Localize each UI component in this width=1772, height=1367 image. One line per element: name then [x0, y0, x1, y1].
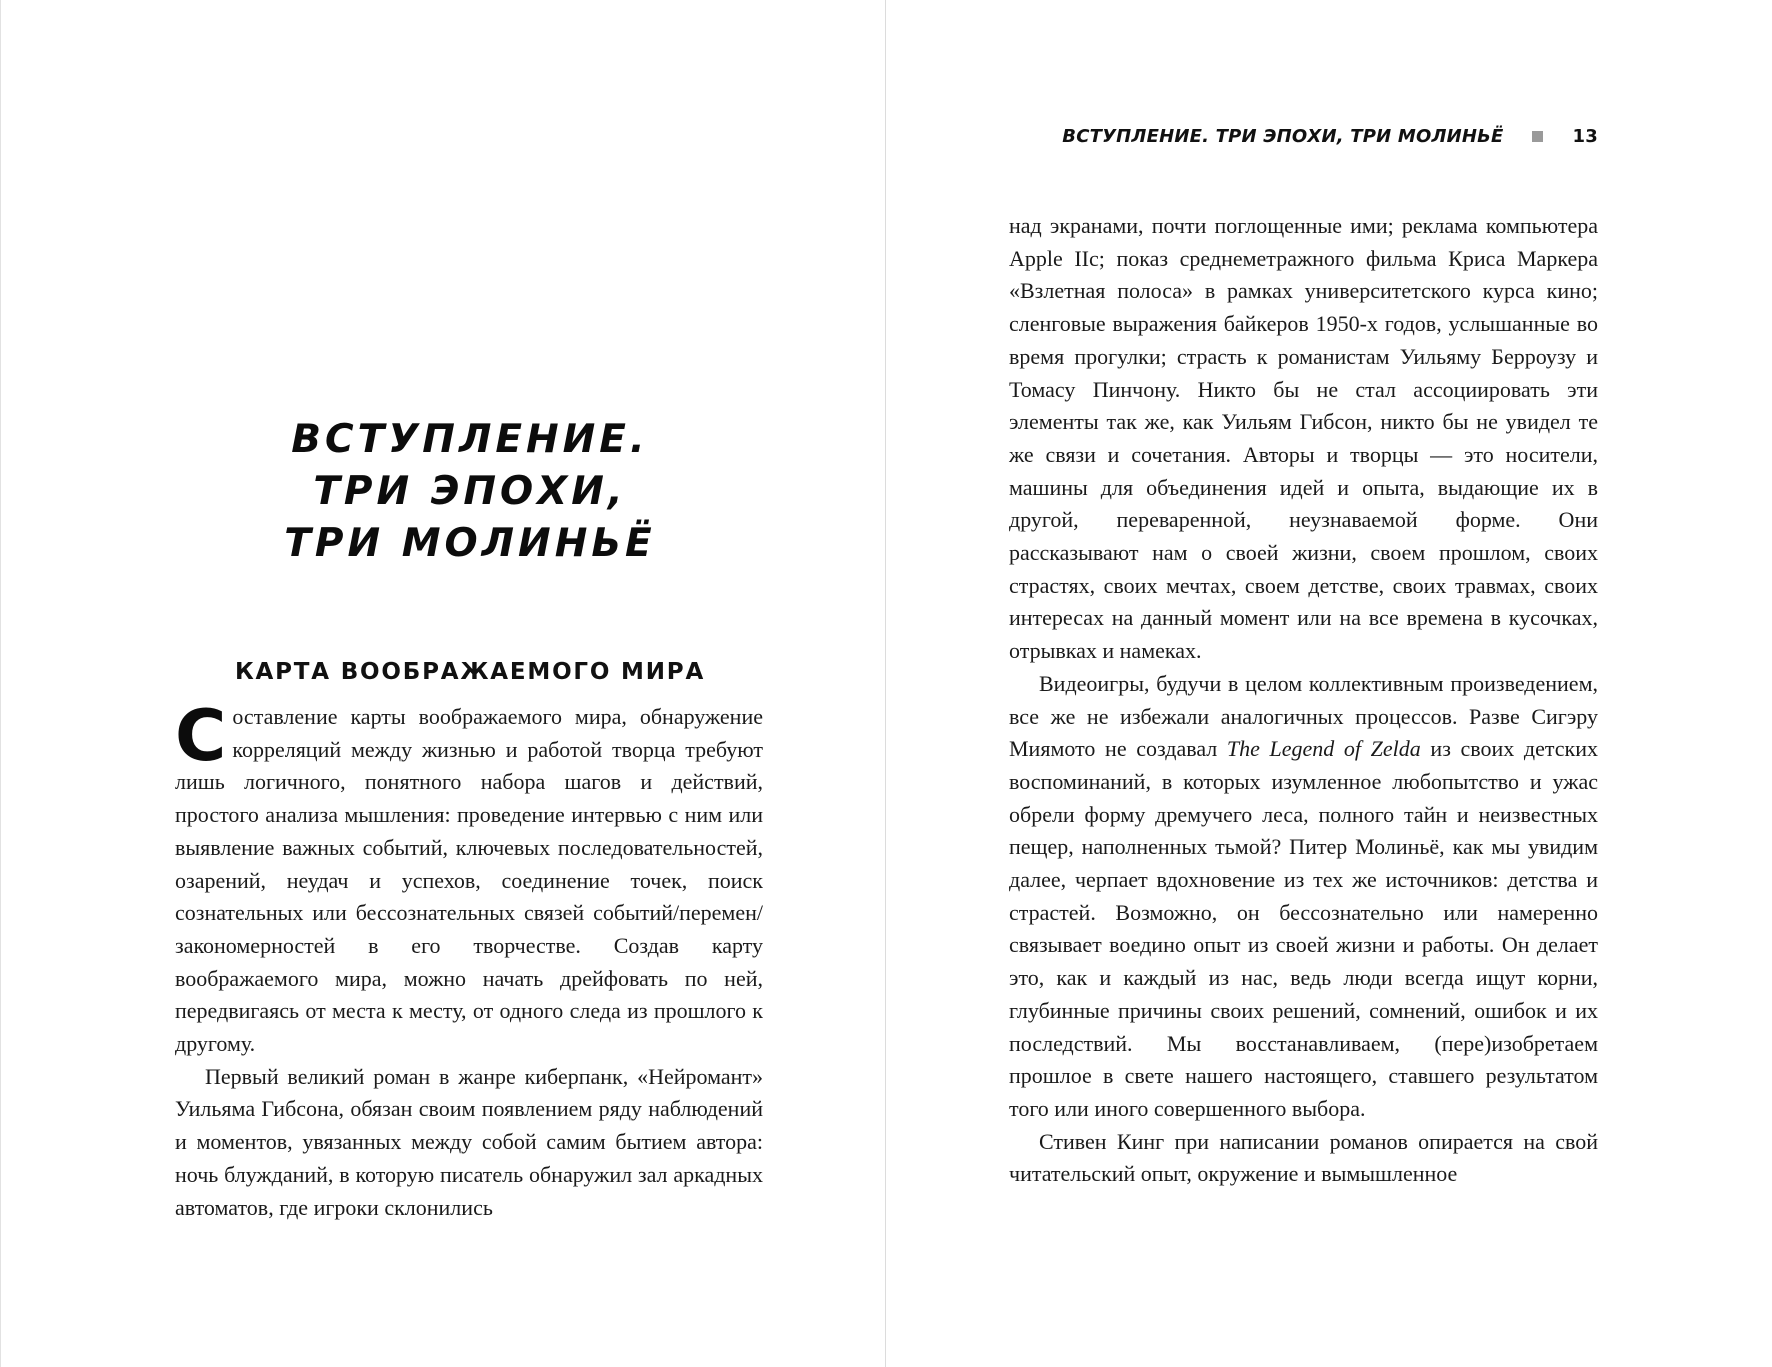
section-heading: КАРТА ВООБРАЖАЕМОГО МИРА — [234, 659, 706, 685]
chapter-title-line-1: ВСТУПЛЕНИЕ. — [291, 417, 649, 462]
running-header — [1062, 126, 1598, 147]
paragraph-1-text: оставление карты воображаемого мира, обнаружение корреляций между жизнью и работой творца требуют лишь логичного, понятного набора шагов и действий, простого анализа мышления: проведение интервью с ним или выявление важных событий, ключевых последовательностей, озарений, неудач и успехов, соединение точек, поиск сознательных или бессознательных связей событий/перемен/закономерностей в его творчестве. Создав карту воображаемого мира, можно начать дрейфовать по ней, передвигаясь от места к месту, от одного следа из прошлого к другому. — [175, 704, 763, 1057]
left-page-body — [175, 695, 763, 1224]
left-page — [0, 0, 885, 1367]
right-page-body — [1009, 210, 1598, 1191]
paragraph-1 — [175, 695, 763, 1061]
paragraph-continued: над экранами, почти поглощенные ими; реклама компьютера Apple IIc; показ среднеметражного фильма Криса Маркера «Взлетная полоса» в рамках университетского курса кино; сленговые выражения байкеров 1950-х годов, услышанные во время прогулки; страсть к романистам Уильяму Берроузу и Томасу Пинчону. Никто бы не стал ассоциировать эти элементы так же, как Уильям Гибсон, никто бы не увидел те же связи и сочетания. Авторы и творцы — это носители, машины для объединения идей и опыта, выдающие их в другой, переваренной, неузнаваемой форме. Они рассказывают нам о своей жизни, своем прошлом, своих страстях, своих мечтах, своем детстве, своих травмах, своих интересах на данный момент или на все времена в кусочках, отрывках и намеках. — [1009, 213, 1598, 664]
paragraph-stephen-king: Стивен Кинг при написании романов опирается на свой читательский опыт, окружение и вымышленное — [1009, 1128, 1598, 1187]
chapter-title-line-2: ТРИ ЭПОХИ, — [313, 469, 627, 514]
game-title-italic: The Legend of Zelda — [1226, 736, 1421, 762]
square-separator-icon — [1532, 131, 1543, 142]
paragraph-videogames-start: Видеоигры, будучи в целом коллективным произведением, все же не избежали аналогичных процессов. Разве Сигэру Миямото не создавал — [1009, 670, 1598, 762]
drop-cap: С — [175, 695, 227, 777]
chapter-title-line-3: ТРИ МОЛИНЬЁ — [284, 521, 656, 566]
paragraph-videogames — [1009, 668, 1598, 1126]
paragraph-2: Первый великий роман в жанре киберпанк, «Нейромант» Уильяма Гибсона, обязан своим появлением ряду наблюдений и моментов, увязанных между собой самим бытием автора: ночь блужданий, в которую писатель обнаружил зал аркадных автоматов, где игроки склонились — [175, 1063, 763, 1220]
page-number: 13 — [1572, 126, 1598, 147]
running-header-title: ВСТУПЛЕНИЕ. ТРИ ЭПОХИ, ТРИ МОЛИНЬЁ — [1062, 126, 1504, 147]
chapter-title — [175, 414, 765, 570]
paragraph-videogames-end: из своих детских воспоминаний, в которых изумленное любопытство и ужас обрели форму дремучего леса, полного тайн и неизвестных пещер, наполненных тьмой? Питер Молиньё, как мы увидим далее, черпает вдохновение из тех же источников: детства и страстей. Возможно, он бессознательно или намеренно связывает воедино опыт из своей жизни и работы. Он делает это, как и каждый из нас, ведь люди всегда ищут корни, глубинные причины своих решений, сомнений, ошибок и их последствий. Мы восстанавливаем, (пере)изобретаем прошлое в свете нашего настоящего, ставшего результатом того или иного совершенного выбора. — [1009, 736, 1598, 1121]
